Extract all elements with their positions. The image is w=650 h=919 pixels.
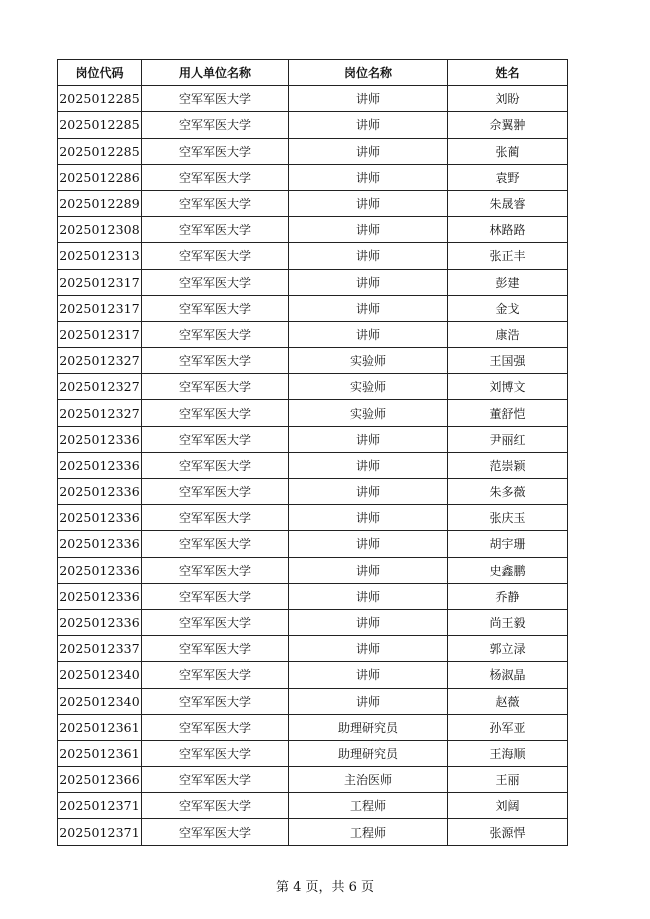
header-position-name: 岗位名称 — [289, 60, 448, 86]
position-name-cell: 讲师 — [289, 112, 448, 138]
table-row — [58, 112, 568, 138]
person-name-cell: 刘阔 — [448, 793, 568, 819]
employer-name-cell: 空军军医大学 — [142, 714, 289, 740]
person-name-cell: 胡宇珊 — [448, 531, 568, 557]
position-code-cell: 2025012286 — [58, 164, 142, 190]
table-row — [58, 767, 568, 793]
employer-name-cell: 空军军医大学 — [142, 479, 289, 505]
table-row — [58, 636, 568, 662]
employer-name-cell: 空军军医大学 — [142, 505, 289, 531]
employer-name-cell: 空军军医大学 — [142, 269, 289, 295]
employer-name-cell: 空军军医大学 — [142, 531, 289, 557]
position-code-cell: 2025012361 — [58, 740, 142, 766]
person-name-cell: 刘盼 — [448, 86, 568, 112]
table-row — [58, 269, 568, 295]
person-name-cell: 杨淑晶 — [448, 662, 568, 688]
table-row — [58, 321, 568, 347]
position-name-cell: 讲师 — [289, 321, 448, 347]
employer-name-cell: 空军军医大学 — [142, 190, 289, 216]
position-code-cell: 2025012366 — [58, 767, 142, 793]
position-code-cell: 2025012340 — [58, 662, 142, 688]
position-code-cell: 2025012336 — [58, 531, 142, 557]
position-name-cell: 讲师 — [289, 295, 448, 321]
position-name-cell: 讲师 — [289, 190, 448, 216]
table-row — [58, 505, 568, 531]
position-name-cell: 讲师 — [289, 583, 448, 609]
employer-name-cell: 空军军医大学 — [142, 138, 289, 164]
table-row — [58, 190, 568, 216]
table-row — [58, 86, 568, 112]
table-row — [58, 662, 568, 688]
table-row — [58, 400, 568, 426]
person-name-cell: 赵薇 — [448, 688, 568, 714]
position-name-cell: 实验师 — [289, 400, 448, 426]
table-row — [58, 348, 568, 374]
employer-name-cell: 空军军医大学 — [142, 295, 289, 321]
employer-name-cell: 空军军医大学 — [142, 609, 289, 635]
page-number: 第 4 页，共 6 页 — [275, 880, 375, 895]
employer-name-cell: 空军军医大学 — [142, 740, 289, 766]
position-name-cell: 讲师 — [289, 688, 448, 714]
person-name-cell: 张正丰 — [448, 243, 568, 269]
table-row — [58, 452, 568, 478]
employer-name-cell: 空军军医大学 — [142, 86, 289, 112]
position-code-cell: 2025012371 — [58, 793, 142, 819]
table-row — [58, 714, 568, 740]
person-name-cell: 彭建 — [448, 269, 568, 295]
employer-name-cell: 空军军医大学 — [142, 164, 289, 190]
employer-name-cell: 空军军医大学 — [142, 793, 289, 819]
employer-name-cell: 空军军医大学 — [142, 767, 289, 793]
position-name-cell: 讲师 — [289, 138, 448, 164]
table-row — [58, 531, 568, 557]
position-name-cell: 讲师 — [289, 217, 448, 243]
position-code-cell: 2025012336 — [58, 557, 142, 583]
position-code-cell: 2025012340 — [58, 688, 142, 714]
employer-name-cell: 空军军医大学 — [142, 819, 289, 845]
person-name-cell: 尚王毅 — [448, 609, 568, 635]
employer-name-cell: 空军军医大学 — [142, 557, 289, 583]
table-row — [58, 164, 568, 190]
position-code-cell: 2025012285 — [58, 86, 142, 112]
position-name-cell: 主治医师 — [289, 767, 448, 793]
position-name-cell: 助理研究员 — [289, 714, 448, 740]
person-name-cell: 张蔺 — [448, 138, 568, 164]
header-position-code: 岗位代码 — [58, 60, 142, 86]
position-name-cell: 讲师 — [289, 609, 448, 635]
employer-name-cell: 空军军医大学 — [142, 243, 289, 269]
person-name-cell: 佘翼翀 — [448, 112, 568, 138]
position-code-cell: 2025012313 — [58, 243, 142, 269]
table-row — [58, 740, 568, 766]
position-code-cell: 2025012327 — [58, 348, 142, 374]
table-row — [58, 609, 568, 635]
position-code-cell: 2025012336 — [58, 609, 142, 635]
person-name-cell: 朱多薇 — [448, 479, 568, 505]
table-row — [58, 295, 568, 321]
position-name-cell: 讲师 — [289, 662, 448, 688]
employer-name-cell: 空军军医大学 — [142, 321, 289, 347]
header-row — [58, 60, 568, 86]
person-name-cell: 孙军亚 — [448, 714, 568, 740]
person-name-cell: 张源悍 — [448, 819, 568, 845]
person-name-cell: 王丽 — [448, 767, 568, 793]
position-code-cell: 2025012336 — [58, 583, 142, 609]
person-name-cell: 刘博文 — [448, 374, 568, 400]
table-header — [58, 60, 568, 86]
person-name-cell: 康浩 — [448, 321, 568, 347]
person-name-cell: 袁野 — [448, 164, 568, 190]
person-name-cell: 史鑫鹏 — [448, 557, 568, 583]
employer-name-cell: 空军军医大学 — [142, 112, 289, 138]
person-name-cell: 林路路 — [448, 217, 568, 243]
position-code-cell: 2025012285 — [58, 138, 142, 164]
position-code-cell: 2025012285 — [58, 112, 142, 138]
employer-name-cell: 空军军医大学 — [142, 688, 289, 714]
header-person-name: 姓名 — [448, 60, 568, 86]
position-code-cell: 2025012317 — [58, 321, 142, 347]
table-body — [58, 86, 568, 845]
employer-name-cell: 空军军医大学 — [142, 636, 289, 662]
position-name-cell: 工程师 — [289, 819, 448, 845]
person-name-cell: 金戈 — [448, 295, 568, 321]
person-name-cell: 董舒恺 — [448, 400, 568, 426]
position-name-cell: 讲师 — [289, 479, 448, 505]
position-name-cell: 讲师 — [289, 452, 448, 478]
person-name-cell: 范崇颖 — [448, 452, 568, 478]
person-name-cell: 乔静 — [448, 583, 568, 609]
position-code-cell: 2025012336 — [58, 479, 142, 505]
employer-name-cell: 空军军医大学 — [142, 348, 289, 374]
position-code-cell: 2025012336 — [58, 505, 142, 531]
position-code-cell: 2025012289 — [58, 190, 142, 216]
table-row — [58, 138, 568, 164]
position-code-cell: 2025012337 — [58, 636, 142, 662]
employer-name-cell: 空军军医大学 — [142, 374, 289, 400]
header-employer-name: 用人单位名称 — [142, 60, 289, 86]
employer-name-cell: 空军军医大学 — [142, 452, 289, 478]
position-name-cell: 讲师 — [289, 636, 448, 662]
employer-name-cell: 空军军医大学 — [142, 662, 289, 688]
table-row — [58, 426, 568, 452]
table-row — [58, 793, 568, 819]
employer-name-cell: 空军军医大学 — [142, 583, 289, 609]
employer-name-cell: 空军军医大学 — [142, 400, 289, 426]
position-code-cell: 2025012317 — [58, 269, 142, 295]
position-code-cell: 2025012336 — [58, 452, 142, 478]
position-name-cell: 讲师 — [289, 531, 448, 557]
position-name-cell: 工程师 — [289, 793, 448, 819]
position-name-cell: 讲师 — [289, 557, 448, 583]
table-row — [58, 217, 568, 243]
position-name-cell: 讲师 — [289, 505, 448, 531]
person-name-cell: 张庆玉 — [448, 505, 568, 531]
position-name-cell: 讲师 — [289, 86, 448, 112]
position-name-cell: 讲师 — [289, 243, 448, 269]
employer-name-cell: 空军军医大学 — [142, 426, 289, 452]
person-name-cell: 郭立渌 — [448, 636, 568, 662]
position-name-cell: 助理研究员 — [289, 740, 448, 766]
table-row — [58, 557, 568, 583]
position-name-cell: 讲师 — [289, 269, 448, 295]
position-code-cell: 2025012327 — [58, 400, 142, 426]
position-code-cell: 2025012371 — [58, 819, 142, 845]
position-code-cell: 2025012336 — [58, 426, 142, 452]
table-row — [58, 479, 568, 505]
person-name-cell: 朱晟睿 — [448, 190, 568, 216]
person-name-cell: 王国强 — [448, 348, 568, 374]
person-name-cell: 尹丽红 — [448, 426, 568, 452]
position-code-cell: 2025012317 — [58, 295, 142, 321]
candidate-table — [57, 59, 568, 846]
position-name-cell: 讲师 — [289, 426, 448, 452]
position-name-cell: 实验师 — [289, 374, 448, 400]
position-code-cell: 2025012308 — [58, 217, 142, 243]
position-code-cell: 2025012327 — [58, 374, 142, 400]
table-row — [58, 819, 568, 845]
table-row — [58, 688, 568, 714]
table-row — [58, 374, 568, 400]
position-name-cell: 实验师 — [289, 348, 448, 374]
employer-name-cell: 空军军医大学 — [142, 217, 289, 243]
person-name-cell: 王海顺 — [448, 740, 568, 766]
table-row — [58, 243, 568, 269]
position-code-cell: 2025012361 — [58, 714, 142, 740]
position-name-cell: 讲师 — [289, 164, 448, 190]
table-row — [58, 583, 568, 609]
